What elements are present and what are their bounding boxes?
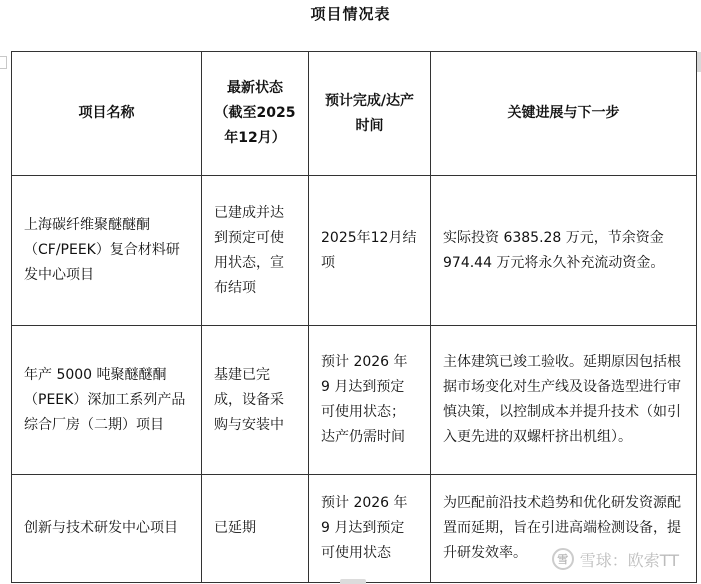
header-completion-time: 预计完成/达产时间 — [309, 52, 431, 176]
table-row — [12, 176, 697, 326]
header-latest-status: 最新状态（截至2025年12月） — [202, 52, 309, 176]
cell-progress: 实际投资 6385.28 万元，节余资金 974.44 万元将永久补充流动资金。 — [431, 176, 697, 326]
cell-status: 已建成并达到预定可使用状态，宣布结项 — [202, 176, 309, 326]
project-table — [11, 51, 697, 583]
cell-time: 预计 2026 年 9 月达到预定可使用状态；达产仍需时间 — [309, 326, 431, 475]
cell-project-name: 年产 5000 吨聚醚醚酮（PEEK）深加工系列产品综合厂房（二期）项目 — [12, 326, 202, 475]
snowball-logo-icon: 雪 — [552, 548, 574, 570]
cell-time: 预计 2026 年 9 月达到预定可使用状态 — [309, 475, 431, 583]
table-header-row — [12, 52, 697, 176]
header-key-progress: 关键进展与下一步 — [431, 52, 697, 176]
bottom-drag-handle[interactable] — [340, 579, 366, 584]
cell-progress: 为匹配前沿技术趋势和优化研发资源配置而延期，旨在引进高端检测设备，提升研发效率。 — [431, 475, 697, 583]
corner-marker — [0, 56, 7, 69]
cell-project-name: 创新与技术研发中心项目 — [12, 475, 202, 583]
table-row — [12, 326, 697, 475]
watermark — [552, 546, 679, 572]
header-project-name: 项目名称 — [12, 52, 202, 176]
scrollbar-edge[interactable] — [697, 52, 701, 72]
watermark-text: 雪球：欧索TT — [579, 550, 679, 570]
cell-time: 2025年12月结项 — [309, 176, 431, 326]
cell-project-name: 上海碳纤维聚醚醚酮（CF/PEEK）复合材料研发中心项目 — [12, 176, 202, 326]
cell-progress: 主体建筑已竣工验收。延期原因包括根据市场变化对生产线及设备选型进行审慎决策，以控制成本并提升技术（如引入更先进的双螺杆挤出机组）。 — [431, 326, 697, 475]
cell-status: 基建已完成，设备采购与安装中 — [202, 326, 309, 475]
cell-status: 已延期 — [202, 475, 309, 583]
table-title: 项目情况表 — [310, 5, 391, 23]
scroll-strip — [0, 26, 701, 46]
